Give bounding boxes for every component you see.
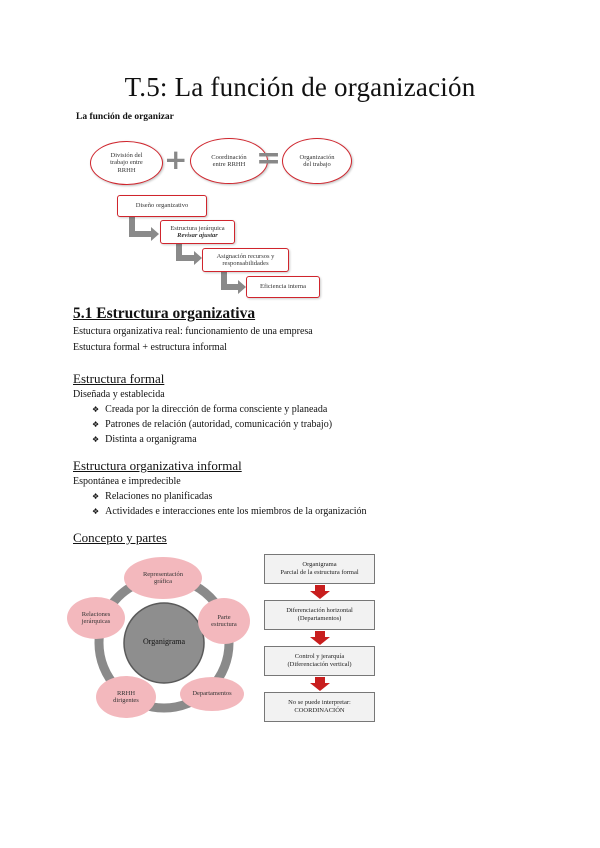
oval-text: Organización [299,153,335,161]
flow-text: COORDINACIÓN [294,707,345,714]
step-subtext: responsabilidades [222,260,269,267]
list-item [92,419,332,430]
list-item-text: Creada por la dirección de forma consciente y planeada [105,404,328,415]
oval-text: Coordinación [211,153,247,161]
node-text: gráfica [153,578,173,585]
node-text: jerárquicas [81,618,111,625]
node-text: estructura [211,621,237,628]
node-parte-estructura [198,598,250,644]
flow-text: No se puede interpretar: [288,698,351,706]
node-rrhh-dirigentes [96,676,156,718]
node-relaciones-jerarquicas [67,597,125,639]
node-text: dirigentes [113,697,139,704]
oval-text: entre RRHH [212,161,246,168]
diamond-bullet-icon: ❖ [92,405,100,414]
list-item-text: Actividades e interacciones ente los miembros de la organización [105,506,367,517]
node-text: RRHH [116,689,136,697]
plus-icon: + [164,143,188,176]
diamond-bullet-icon: ❖ [92,420,100,429]
list-item-text: Patrones de relación (autoridad, comunicación y trabajo) [105,419,333,430]
oval-text: del trabajo [303,161,331,168]
flow-text: Organigrama [302,560,337,568]
step-subtext: Revisar ajustar [177,232,218,239]
node-text: Relaciones [81,610,111,618]
node-departamentos [180,677,244,711]
flow-box-coordinacion [264,692,375,722]
heading-concepto-partes: Concepto y partes [73,530,167,545]
flow-arrows [297,584,342,694]
paragraph: Espontánea e impredecible [73,476,181,487]
step-asignacion-recursos [202,248,289,272]
paragraph: Estuctura formal + estructura informal [73,342,227,353]
flow-box-organigrama [264,554,375,584]
oval-text: trabajo entre [110,159,143,167]
diamond-bullet-icon: ❖ [92,507,100,516]
section-heading-5-1: 5.1 Estructura organizativa [73,305,256,322]
diamond-bullet-icon: ❖ [92,435,100,444]
list-item [92,404,327,415]
paragraph: Estuctura organizativa real: funcionamiento de una empresa [73,326,313,337]
flow-text: (Diferenciación vertical) [287,661,352,668]
diamond-bullet-icon: ❖ [92,492,100,501]
equals-icon: = [256,141,282,176]
figure-label: La función de organizar [76,112,174,122]
down-arrow-icon [310,585,330,599]
step-text: Eficiencia interna [259,283,306,291]
list-item-text: Relaciones no planificadas [105,491,213,502]
flow-text: Parcial de la estructura formal [280,569,359,576]
page-title: T.5: La función de organización [124,72,476,102]
flow-text: (Departamentos) [297,615,342,622]
flow-text: Diferenciación horizontal [286,606,353,614]
step-text: Asignación recursos y [216,252,275,260]
heading-estructura-formal: Estructura formal [73,371,165,386]
list-item [92,491,212,502]
down-arrow-icon [310,677,330,691]
flow-text: Control y jerarquía [294,652,345,660]
step-eficiencia-interna [246,276,320,298]
step-text: Diseño organizativo [135,202,189,210]
paragraph: Diseñada y establecida [73,389,165,400]
step-diseno-organizativo [117,195,207,217]
heading-estructura-informal: Estructura organizativa informal [73,458,242,473]
center-label-organigrama: Organigrama [142,637,186,646]
oval-text: RRHH [117,166,136,174]
node-representacion-grafica [124,557,202,599]
step-estructura-jerarquica [160,220,235,244]
step-text: Estructura jerárquica [170,224,225,232]
list-item [92,434,197,445]
node-text: Representación [142,570,184,578]
list-item-text: Distinta a organigrama [105,434,197,445]
staircase-arrows [0,0,600,310]
node-text: Parte [217,613,231,621]
down-arrow-icon [310,631,330,645]
oval-text: División del [110,151,143,159]
node-text: Departamentos [192,690,232,698]
list-item [92,506,367,517]
